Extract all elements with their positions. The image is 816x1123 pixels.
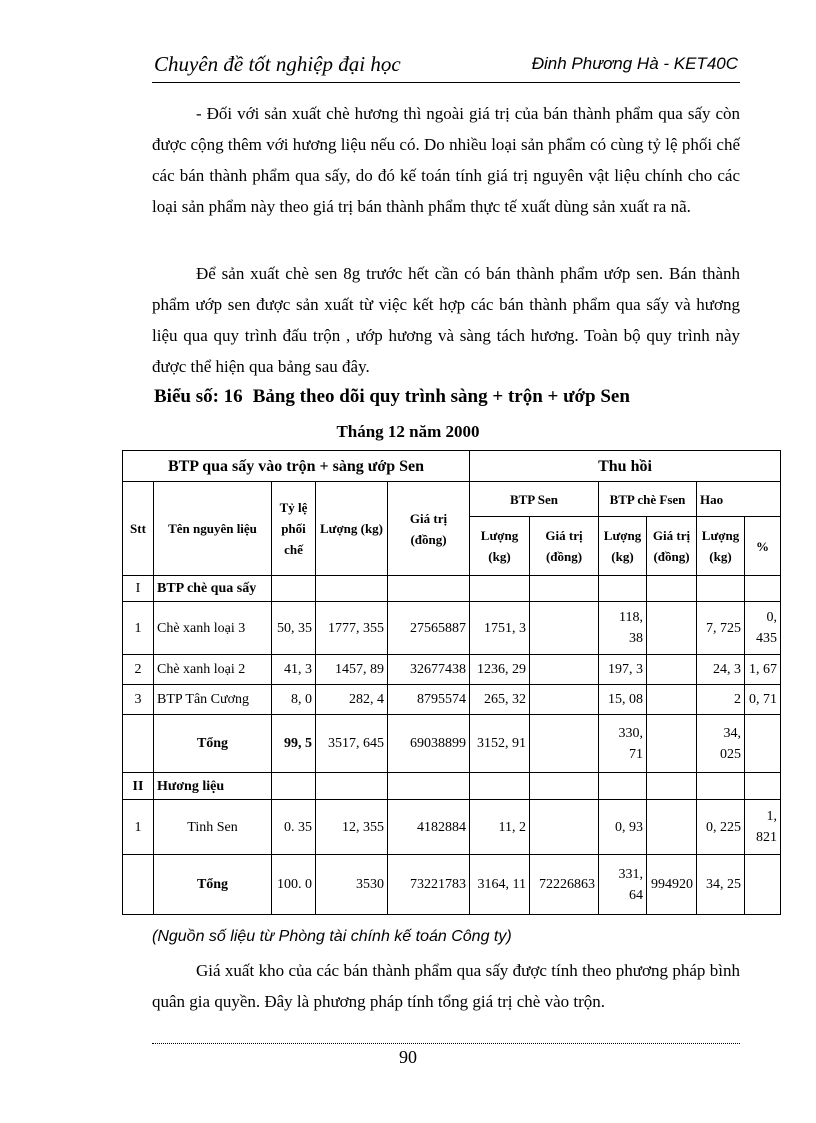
cell-stt (123, 855, 154, 915)
cell-sen-value (530, 602, 599, 655)
section-roman: II (123, 773, 154, 800)
cell-stt (123, 715, 154, 773)
total-row (123, 855, 781, 915)
cell-fsen-value (647, 685, 697, 715)
footer-divider (152, 1043, 740, 1044)
cell-value: 32677438 (388, 655, 470, 685)
cell-hao-qty: 7, 725 (697, 602, 745, 655)
cell-name: Chè xanh loại 3 (154, 602, 272, 655)
cell-name: BTP Tân Cương (154, 685, 272, 715)
col-btp-sen: BTP Sen (470, 482, 599, 517)
section-row (123, 576, 781, 602)
cell-sen-value (530, 800, 599, 855)
cell-ratio: 99, 5 (272, 715, 316, 773)
cell-hao-pct (745, 855, 781, 915)
total-row (123, 715, 781, 773)
table-subheader-1 (123, 482, 781, 517)
cell-sen-value (530, 715, 599, 773)
cell-value: 27565887 (388, 602, 470, 655)
cell-sen-value: 72226863 (530, 855, 599, 915)
col-hao-pct: % (745, 517, 781, 576)
cell-qty: 1777, 355 (316, 602, 388, 655)
table-row (123, 655, 781, 685)
cell-sen-qty: 3164, 11 (470, 855, 530, 915)
cell-name: Chè xanh loại 2 (154, 655, 272, 685)
cell-fsen-qty: 331, 64 (599, 855, 647, 915)
cell-fsen-qty: 15, 08 (599, 685, 647, 715)
col-sen-value: Giá trị (đồng) (530, 517, 599, 576)
cell-sen-qty: 1751, 3 (470, 602, 530, 655)
cell-sen-qty: 265, 32 (470, 685, 530, 715)
table-caption (154, 386, 630, 408)
table-caption-title: Bảng theo dõi quy trình sàng + trộn + ướp Sen (252, 386, 630, 407)
section-row (123, 773, 781, 800)
paragraph-1: - Đối với sản xuất chè hương thì ngoài giá trị của bán thành phẩm qua sấy còn được cộng thêm với hương liệu nếu có. Do nhiều loại sản phẩm có cùng tỷ lệ phối chế các bán thành phẩm qua sấy, do đó kế toán tính giá trị nguyên vật liệu chính cho các loại sản phẩm này theo giá trị bán thành phẩm thực tế xuất dùng sản xuất ra nã. (152, 104, 740, 216)
col-hao-qty: Lượng (kg) (697, 517, 745, 576)
table-row (123, 602, 781, 655)
cell-sen-value (530, 655, 599, 685)
cell-value: 73221783 (388, 855, 470, 915)
cell-qty: 3530 (316, 855, 388, 915)
cell-hao-qty: 34, 025 (697, 715, 745, 773)
cell-hao-qty: 34, 25 (697, 855, 745, 915)
col-fsen-qty: Lượng (kg) (599, 517, 647, 576)
section-roman: I (123, 576, 154, 602)
col-value: Giá trị (đồng) (388, 482, 470, 576)
paragraph-2: Để sản xuất chè sen 8g trước hết cần có bán thành phẩm ướp sen. Bán thành phẩm ướp sen được sản xuất từ việc kết hợp các bán thành phẩm qua sấy và hương liệu qua quy trình đấu trộn , ướp hương và sàng tách hương. Toàn bộ quy trình này được thể hiện qua bảng sau đây. (152, 264, 740, 376)
cell-hao-pct: 1, 67 (745, 655, 781, 685)
header-author: Đinh Phương Hà - KET40C (531, 54, 738, 73)
cell-value: 69038899 (388, 715, 470, 773)
header-title: Chuyên đề tốt nghiệp đại học (154, 52, 401, 76)
source-note: (Nguồn số liệu từ Phòng tài chính kế toán Công ty) (152, 928, 512, 945)
cell-fsen-qty: 118, 38 (599, 602, 647, 655)
cell-hao-pct: 0, 435 (745, 602, 781, 655)
cell-fsen-value (647, 602, 697, 655)
cell-fsen-value (647, 655, 697, 685)
col-btp-fsen: BTP chè Fsen (599, 482, 697, 517)
col-hao: Hao (697, 482, 781, 517)
table-subtitle: Tháng 12 năm 2000 (336, 422, 480, 441)
cell-fsen-value (647, 800, 697, 855)
cell-stt: 1 (123, 800, 154, 855)
group-right-header: Thu hồi (470, 451, 781, 482)
cell-qty: 282, 4 (316, 685, 388, 715)
col-name: Tên nguyên liệu (154, 482, 272, 576)
cell-hao-qty: 24, 3 (697, 655, 745, 685)
cell-name: Tổng (154, 715, 272, 773)
cell-stt: 2 (123, 655, 154, 685)
cell-fsen-qty: 0, 93 (599, 800, 647, 855)
section-name: Hương liệu (154, 773, 272, 800)
cell-stt: 1 (123, 602, 154, 655)
group-left-header: BTP qua sấy vào trộn + sàng ướp Sen (123, 451, 470, 482)
table-row (123, 685, 781, 715)
table-group-header (123, 451, 781, 482)
cell-hao-qty: 0, 225 (697, 800, 745, 855)
cell-hao-pct (745, 715, 781, 773)
cell-sen-qty: 1236, 29 (470, 655, 530, 685)
cell-name: Tổng (154, 855, 272, 915)
table-row (123, 800, 781, 855)
cell-hao-pct: 0, 71 (745, 685, 781, 715)
cell-qty: 3517, 645 (316, 715, 388, 773)
cell-sen-value (530, 685, 599, 715)
cell-hao-pct: 1, 821 (745, 800, 781, 855)
cell-qty: 12, 355 (316, 800, 388, 855)
col-stt: Stt (123, 482, 154, 576)
cell-fsen-qty: 330, 71 (599, 715, 647, 773)
cell-sen-qty: 3152, 91 (470, 715, 530, 773)
col-sen-qty: Lượng (kg) (470, 517, 530, 576)
table-caption-label: Biểu số: 16 (154, 386, 243, 407)
cell-value: 4182884 (388, 800, 470, 855)
page-number: 90 (399, 1047, 417, 1067)
page-header (152, 48, 740, 83)
paragraph-3: Giá xuất kho của các bán thành phẩm qua sấy được tính theo phương pháp bình quân gia quyền. Đây là phương pháp tính tổng giá trị chè vào trộn. (152, 961, 740, 1011)
cell-stt: 3 (123, 685, 154, 715)
cell-fsen-qty: 197, 3 (599, 655, 647, 685)
cell-qty: 1457, 89 (316, 655, 388, 685)
cell-hao-qty: 2 (697, 685, 745, 715)
cell-ratio: 50, 35 (272, 602, 316, 655)
col-qty: Lượng (kg) (316, 482, 388, 576)
cell-value: 8795574 (388, 685, 470, 715)
cell-ratio: 100. 0 (272, 855, 316, 915)
col-fsen-value: Giá trị (đồng) (647, 517, 697, 576)
process-table (122, 450, 781, 915)
cell-fsen-value: 994920 (647, 855, 697, 915)
cell-ratio: 0. 35 (272, 800, 316, 855)
cell-ratio: 41, 3 (272, 655, 316, 685)
cell-ratio: 8, 0 (272, 685, 316, 715)
cell-sen-qty: 11, 2 (470, 800, 530, 855)
cell-name: Tinh Sen (154, 800, 272, 855)
cell-fsen-value (647, 715, 697, 773)
col-ratio: Tỷ lệ phối chế (272, 482, 316, 576)
section-name: BTP chè qua sấy (154, 576, 272, 602)
